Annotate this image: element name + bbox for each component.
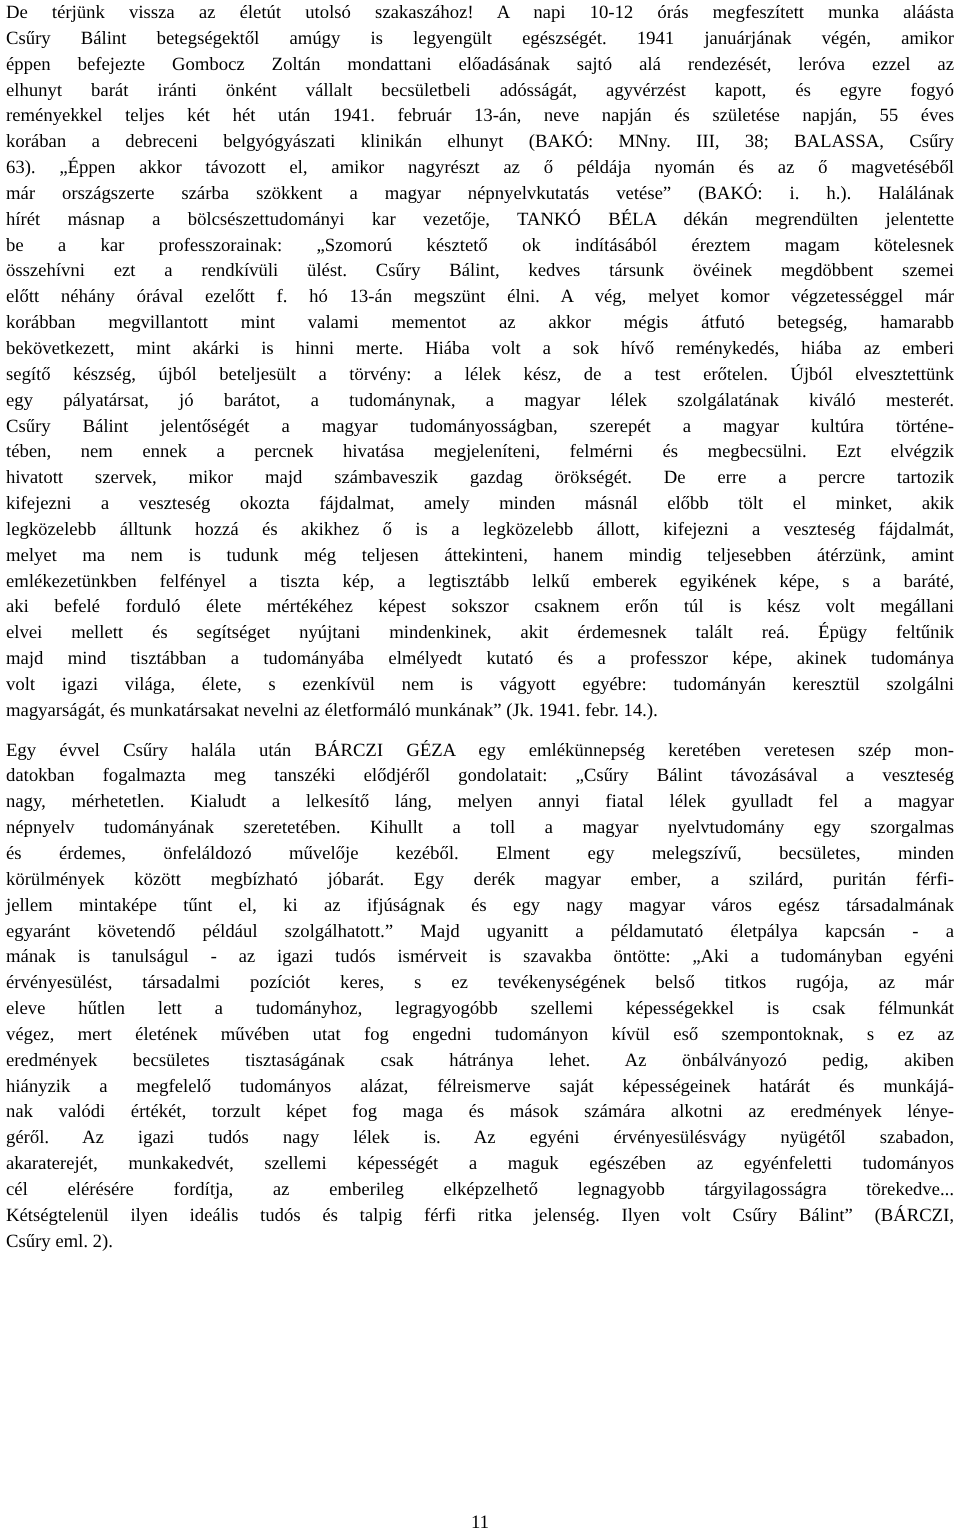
text-line: hiányzik a megfelelő tudományos alázat, félreismerve saját képességeinek határát és munkájá- bbox=[6, 1075, 954, 1097]
text-line: legközelebb álltunk hozzá és akikhez ő is a legközelebb állott, kifejezni a veszteség fájdalmát, bbox=[6, 518, 954, 540]
text-line: Csűry Bálint betegségektől amúgy is legyengült egészségét. 1941 januárjának végén, amikor bbox=[6, 27, 954, 49]
text-line: aki befelé forduló élete mértékéhez képest sokszor csaknem erőn túl is kész volt megállani bbox=[6, 596, 954, 618]
text-line: elvei mellett és segítséget nyújtani mindenkinek, akit érdemesnek talált reá. Épügy feltűnik bbox=[6, 622, 954, 644]
paragraph bbox=[6, 738, 954, 1255]
text-line: Csűry Bálint jelentőségét a magyar tudományosságban, szerepét a magyar kultúra történe- bbox=[6, 415, 954, 437]
text-line: eredmények becsületes tisztaságának csak hátránya lehet. Az önbálványozó pedig, akiben bbox=[6, 1049, 954, 1071]
text-line: Csűry eml. 2). bbox=[6, 1230, 113, 1252]
text-line: cél elérésére fordítja, az emberileg elképzelhető legnagyobb tárgyilagosságra törekedve... bbox=[6, 1178, 954, 1200]
text-line: 63). „Éppen akkor távozott el, amikor nagyrészt az ő példája nyomán és az ő magvetéséből bbox=[6, 157, 954, 179]
text-line: géről. Az igazi tudós nagy lélek is. Az egyéni érvényesülésvágy nyügétől szabadon, bbox=[6, 1127, 954, 1149]
text-line: reményekkel teljes két hét után 1941. február 13-án, neve napján és születése napján, 55 éves bbox=[6, 105, 954, 127]
text-line: összehívni ezt a rendkívüli ülést. Csűry Bálint, kedves társunk övéinek megdöbbent szemei bbox=[6, 260, 954, 282]
paragraph bbox=[6, 0, 954, 724]
text-line: mának is tanulságul - az igazi tudós ismérveit is szavakba öntötte: „Aki a tudományban egyéni bbox=[6, 946, 954, 968]
text-line: egyaránt követendő például szolgálhatott.” Majd ugyanitt a példamutató életpálya kapcsán - a bbox=[6, 920, 954, 942]
text-line: datokban fogalmazta meg tanszéki elődjéről gondolatait: „Csűry Bálint távozásával a veszteség bbox=[6, 765, 954, 787]
text-line: segítő készség, újból beteljesült a törvény: a lélek kész, de a test erőtelen. Újból elvesztettünk bbox=[6, 363, 954, 385]
text-line: elhunyt barát iránti önként vállalt becsületbeli adósságát, agyvérzést kapott, és egyre fogyó bbox=[6, 79, 954, 101]
text-line: korában a debreceni belgyógyászati klinikán elhunyt (BAKÓ: MNny. III, 38; BALASSA, Csűry bbox=[6, 131, 954, 153]
body-text bbox=[6, 0, 954, 1255]
text-line: hírét másnap a bölcsészettudományi kar vezetője, TANKÓ BÉLA dékán megrendülten jelentette bbox=[6, 208, 954, 230]
text-line: és érdemes, önfeláldozó művelője kezéből. Elment egy melegszívű, becsületes, minden bbox=[6, 843, 954, 864]
text-line: melyet ma nem is tudunk még teljesen áttekinteni, hanem mindig teljesebben átérzünk, amint bbox=[6, 544, 954, 566]
text-line: érvényesülést, társadalmi pozíciót keres, s ez tevékenységének belső titkos rugója, az már bbox=[6, 972, 954, 994]
text-line: Egy évvel Csűry halála után BÁRCZI GÉZA egy emlékünnepség keretében veretesen szép mon- bbox=[6, 739, 954, 761]
text-line: De térjünk vissza az életút utolsó szakaszához! A napi 10-12 órás megfeszített munka aláásta bbox=[6, 2, 954, 23]
text-line: éppen befejezte Gombocz Zoltán mondattani előadásának sajtó alá rendezését, leróva ezzel az bbox=[6, 53, 954, 75]
text-line: körülmények között megbízható jóbarát. Egy derék magyar ember, a szilárd, puritán férfi- bbox=[6, 868, 954, 890]
text-line: akaraterejét, munkakedvét, szellemi képességét a maguk egészében az egyénfeletti tudományos bbox=[6, 1153, 954, 1175]
text-line: tében, nem ennek a percnek hivatása megjeleníteni, felmérni és megbecsülni. Ezt elvégzik bbox=[6, 441, 954, 463]
text-line: be a kar professzorainak: „Szomorú késztető ok indításából éreztem magam kötelesnek bbox=[6, 234, 954, 256]
text-line: egy pályatársat, jó barátot, a tudománynak, a magyar lélek szolgálatának kiváló mesterét. bbox=[6, 389, 954, 411]
text-line: hivatott szervek, mikor majd számbaveszik gazdag örökségét. De erre a percre tartozik bbox=[6, 467, 954, 489]
text-line: korábban megvillantott mint valami mementot az akkor mégis átfutó betegség, hamarabb bbox=[6, 312, 954, 334]
document-page bbox=[6, 0, 954, 1255]
text-line: előtt néhány órával ezelőtt f. hó 13-án megszünt élni. A vég, melyet komor végzetességgel már bbox=[6, 286, 954, 308]
text-line: nagy, mérhetetlen. Kialudt a lelkesítő láng, melyen annyi fiatal lélek gyulladt fel a magyar bbox=[6, 791, 954, 813]
text-line: bekövetkezett, mint akárki is hinni merte. Hiába volt a sok hívő reménykedés, hiába az emberi bbox=[6, 337, 954, 359]
text-line: végez, mert életének művében utat fog engedni tudományon kívül eső szempontoknak, s ez az bbox=[6, 1023, 954, 1045]
text-line: emlékezetünkben felfényel a tiszta kép, a legtisztább lelkű emberek egyikének képe, s a baráté, bbox=[6, 570, 954, 592]
text-line: kifejezni a veszteség okozta fájdalmat, amely minden másnál előbb tölt el minket, akik bbox=[6, 493, 954, 515]
text-line: már országszerte szárba szökkent a magyar népnyelvkutatás vetése” (BAKÓ: i. h.). Halálának bbox=[6, 182, 954, 204]
text-line: nak valódi értékét, torzult képet fog maga és mások számára alkotni az eredmények lénye- bbox=[6, 1101, 954, 1123]
text-line: népnyelv tudományának szeretetében. Kihullt a toll a magyar nyelvtudomány egy szorgalmas bbox=[6, 817, 954, 839]
text-line: majd mind tisztábban a tudományába elmélyedt kutató és a professzor képe, akinek tudománya bbox=[6, 648, 954, 670]
page-number: 11 bbox=[471, 1512, 489, 1533]
text-line: Kétségtelenül ilyen ideális tudós és talpig férfi ritka jelenség. Ilyen volt Csűry Bálint” (BÁRCZI, bbox=[6, 1204, 954, 1226]
text-line: magyarságát, és munkatársakat nevelni az életformáló munkának” (Jk. 1941. febr. 14.). bbox=[6, 699, 658, 721]
text-line: eleve hűtlen lett a tudományhoz, legragyogóbb szellemi képességekkel is csak félmunkát bbox=[6, 998, 954, 1020]
text-line: jellem mintaképe tűnt el, ki az ifjúságnak és egy nagy magyar város egész társadalmának bbox=[6, 894, 954, 916]
text-line: volt igazi világa, élete, s ezenkívül nem is vágyott egyébre: tudományán keresztül szolgálni bbox=[6, 673, 954, 695]
